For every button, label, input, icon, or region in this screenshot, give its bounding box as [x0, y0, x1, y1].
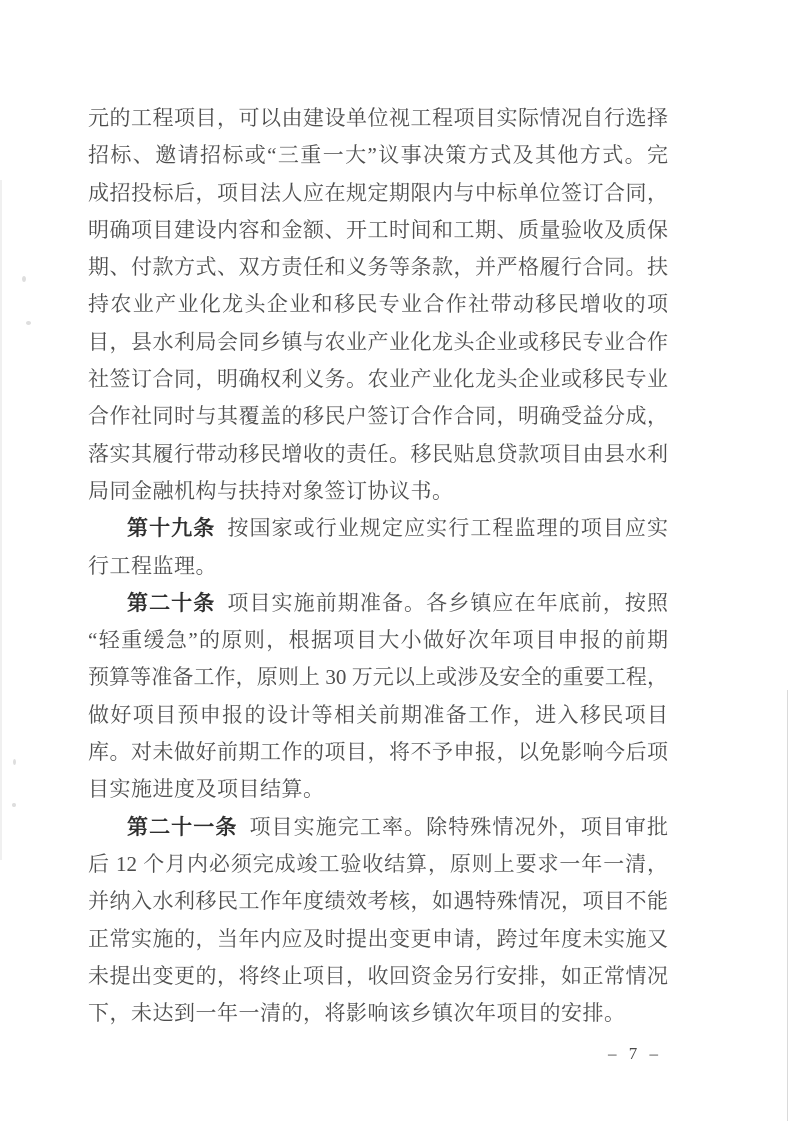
text-line [88, 846, 668, 883]
line-text: 库。对未做好前期工作的项目，将不予申报，以免影响今后项 [88, 740, 668, 765]
line-text: 下，未达到一年一清的，将影响该乡镇次年项目的安排。 [88, 1001, 626, 1026]
line-text: 期、付款方式、双方责任和义务等条款，并严格履行合同。扶 [88, 255, 668, 280]
text-line [88, 771, 668, 808]
line-text: 预算等准备工作，原则上 30 万元以上或涉及安全的重要工程， [88, 665, 668, 690]
line-text: 目实施进度及项目结算。 [88, 777, 325, 802]
text-line [88, 100, 668, 137]
text-line [88, 473, 668, 510]
scan-artifact [13, 759, 16, 765]
scan-edge-line [787, 690, 788, 1121]
text-line [88, 398, 668, 435]
text-line [88, 137, 668, 174]
line-text: 落实其履行带动移民增收的责任。移民贴息贷款项目由县水利 [88, 441, 668, 466]
line-text: 后 12 个月内必须完成竣工验收结算，原则上要求一年一清， [88, 851, 668, 876]
text-line [88, 212, 668, 249]
scan-artifact [22, 276, 26, 282]
article-number: 第二十一条 [127, 814, 238, 839]
scan-artifact [12, 803, 16, 807]
text-line [88, 361, 668, 398]
text-line [88, 883, 668, 920]
line-text: 未提出变更的，将终止项目，收回资金另行安排，如正常情况 [88, 963, 668, 988]
text-line [88, 324, 668, 361]
text-line-article-19 [88, 510, 668, 547]
text-line-article-20 [88, 585, 668, 622]
line-text: 项目实施前期准备。各乡镇应在年底前，按照 [227, 590, 669, 615]
article-number: 第十九条 [127, 516, 216, 541]
line-text: 持农业产业化龙头企业和移民专业合作社带动移民增收的项 [88, 292, 668, 317]
text-line [88, 548, 668, 585]
line-text: 行工程监理。 [88, 553, 217, 578]
line-text: 招标、邀请招标或“三重一大”议事决策方式及其他方式。完 [88, 143, 668, 168]
text-line [88, 734, 668, 771]
line-text: 目，县水利局会同乡镇与农业产业化龙头企业或移民专业合作 [88, 329, 668, 354]
text-line-article-21 [88, 809, 668, 846]
line-text: 明确项目建设内容和金额、开工时间和工期、质量验收及质保 [88, 217, 668, 242]
text-line [88, 697, 668, 734]
text-line [88, 622, 668, 659]
page-number: – 7 – [608, 1044, 662, 1063]
line-text: 合作社同时与其覆盖的移民户签订合作合同，明确受益分成， [88, 404, 668, 429]
line-text: 并纳入水利移民工作年度绩效考核，如遇特殊情况，项目不能 [88, 889, 668, 914]
text-line [88, 436, 668, 473]
line-text: 按国家或行业规定应实行工程监理的项目应实 [227, 516, 669, 541]
text-line [88, 286, 668, 323]
line-text: 成招投标后，项目法人应在规定期限内与中标单位签订合同， [88, 180, 668, 205]
text-line [88, 249, 668, 286]
line-text: “轻重缓急”的原则，根据项目大小做好次年项目申报的前期 [88, 628, 668, 653]
line-text: 元的工程项目，可以由建设单位视工程项目实际情况自行选择 [88, 106, 668, 130]
document-body [88, 100, 668, 1032]
text-line [88, 659, 668, 696]
text-line [88, 995, 668, 1032]
scan-artifact [26, 321, 31, 325]
text-line [88, 958, 668, 995]
line-text: 局同金融机构与扶持对象签订协议书。 [88, 478, 454, 503]
scan-edge-shadow [0, 180, 2, 860]
text-line [88, 921, 668, 958]
article-number: 第二十条 [127, 590, 216, 615]
line-text: 正常实施的，当年内应及时提出变更申请，跨过年度未实施又 [88, 926, 668, 951]
text-line [88, 175, 668, 212]
line-text: 社签订合同，明确权利义务。农业产业化龙头企业或移民专业 [88, 367, 668, 392]
line-text: 项目实施完工率。除特殊情况外，项目审批 [249, 814, 669, 839]
line-text: 做好项目预申报的设计等相关前期准备工作，进入移民项目 [88, 702, 668, 727]
